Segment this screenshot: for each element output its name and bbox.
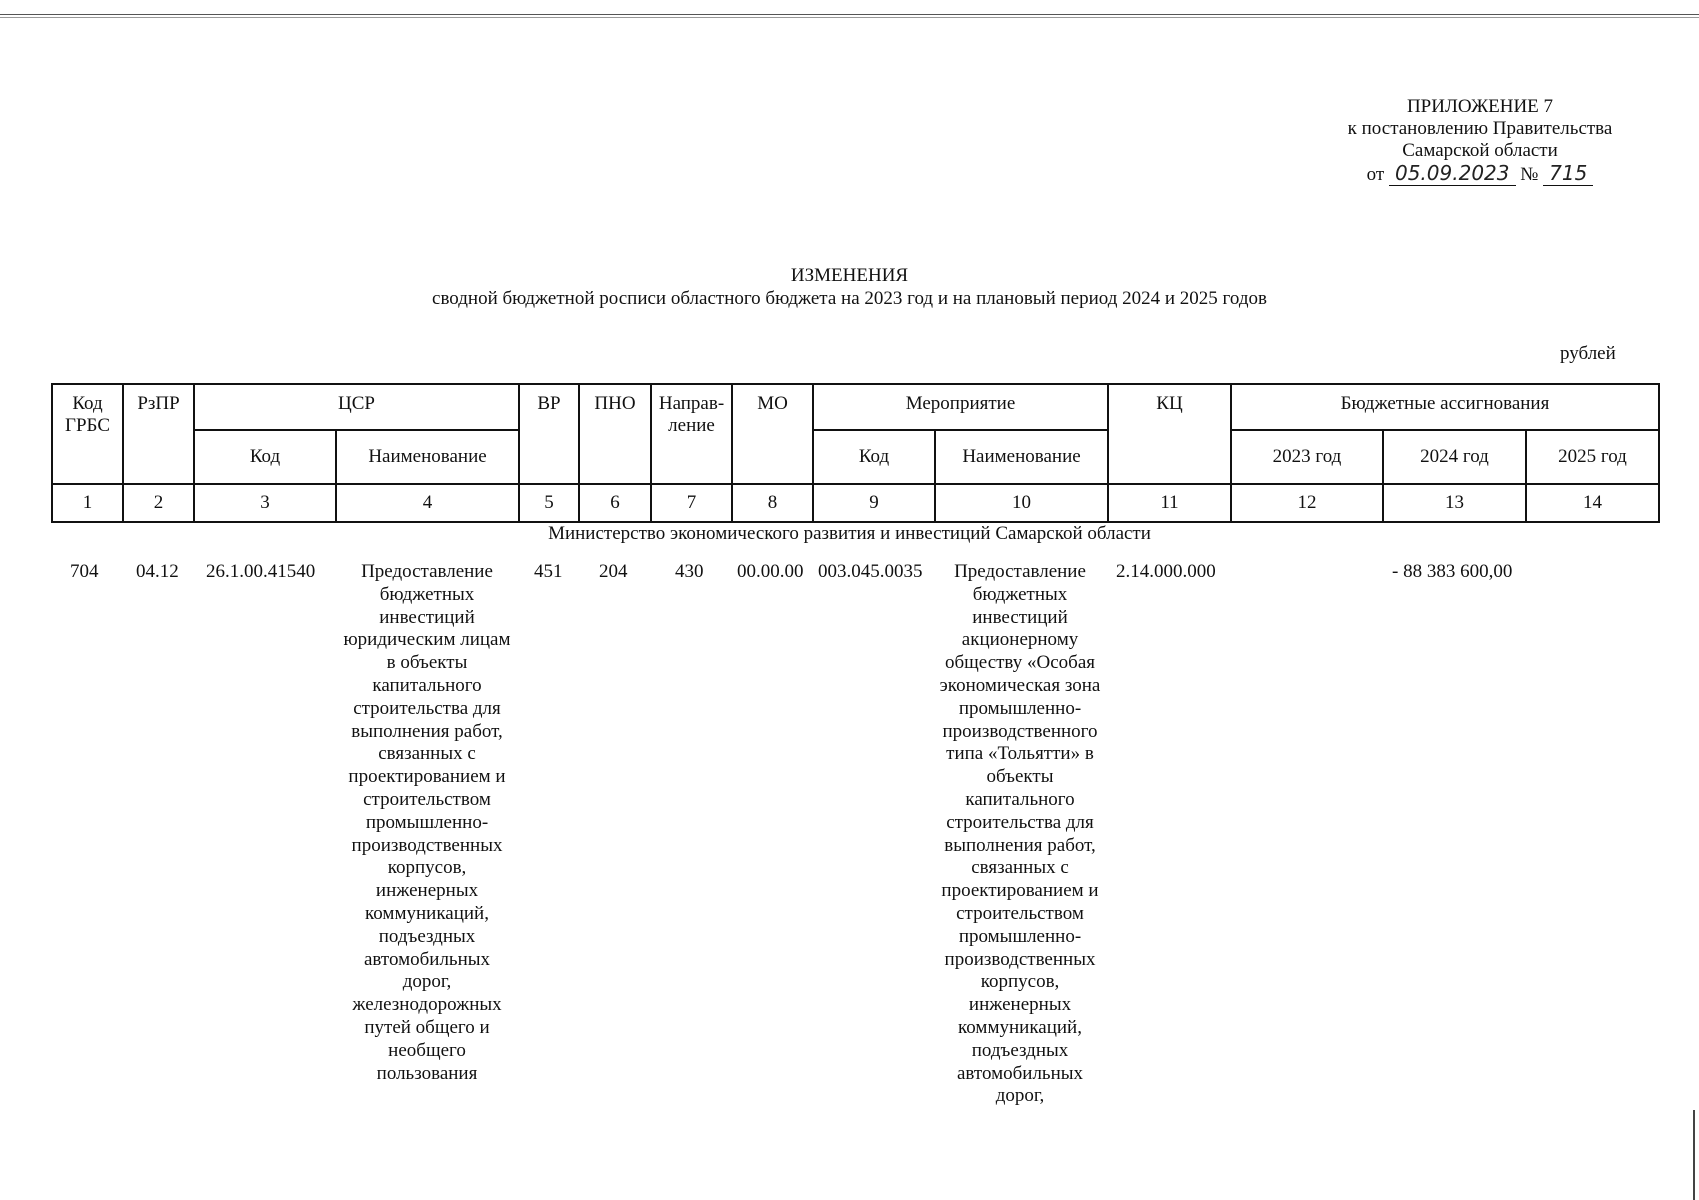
header-event-code: Код [813, 430, 935, 484]
document-title-block [0, 264, 1699, 310]
header-direction: Направ-ление [651, 384, 732, 484]
header-pno: ПНО [579, 384, 651, 484]
header-grbs: Код ГРБС [52, 384, 123, 484]
row-mo: 00.00.00 [737, 561, 804, 582]
header-allocations: Бюджетные ассигнования [1231, 384, 1659, 430]
column-number-row [52, 484, 1659, 522]
row-event-code: 003.045.0035 [818, 561, 923, 582]
row-amount-2024: - 88 383 600,00 [1392, 561, 1513, 582]
scan-border-right [1693, 1110, 1695, 1200]
row-csr-name: Предоставление бюджетных инвестиций юридическим лицам в объекты капитального строительства для выполнения работ, связанных с проектированием и строительством промышленно-производственных корпусов, инженерных коммуникаций, подъездных автомобильных дорог, железнодорожных путей общего и необщего пользования [343, 561, 511, 1084]
header-year-2024: 2024 год [1383, 430, 1526, 484]
column-number: 14 [1526, 484, 1659, 522]
column-number: 4 [336, 484, 519, 522]
header-row-1 [52, 384, 1659, 430]
header-event: Мероприятие [813, 384, 1108, 430]
header-csr-code: Код [194, 430, 336, 484]
row-rzpr: 04.12 [136, 561, 179, 582]
column-number: 10 [935, 484, 1108, 522]
header-csr: ЦСР [194, 384, 519, 430]
row-grbs: 704 [70, 561, 99, 582]
column-number: 12 [1231, 484, 1383, 522]
header-kc: КЦ [1108, 384, 1231, 484]
handwritten-number: 715 [1543, 161, 1593, 186]
column-number: 3 [194, 484, 336, 522]
column-number: 13 [1383, 484, 1526, 522]
header-csr-name: Наименование [336, 430, 519, 484]
units-label: рублей [1560, 343, 1616, 364]
scan-border-top [0, 14, 1699, 15]
header-year-2025: 2025 год [1526, 430, 1659, 484]
column-number: 8 [732, 484, 813, 522]
header-row-2 [52, 430, 1659, 484]
column-number: 2 [123, 484, 194, 522]
row-vr: 451 [534, 561, 563, 582]
from-label: от [1366, 164, 1385, 185]
scan-border-top-secondary [0, 17, 1699, 18]
column-number: 1 [52, 484, 123, 522]
header-year-2023: 2023 год [1231, 430, 1383, 484]
header-rzpr: РзПР [123, 384, 194, 484]
appendix-resolution: к постановлению Правительства [1347, 118, 1613, 139]
appendix-region: Самарской области [1402, 140, 1558, 161]
row-kc: 2.14.000.000 [1116, 561, 1216, 582]
column-number: 5 [519, 484, 579, 522]
header-vr: ВР [519, 384, 579, 484]
ministry-name: Министерство экономического развития и инвестиций Самарской области [548, 523, 1151, 544]
row-direction: 430 [675, 561, 704, 582]
appendix-date-number [1290, 162, 1670, 186]
header-event-name: Наименование [935, 430, 1108, 484]
document-subtitle: сводной бюджетной росписи областного бюджета на 2023 год и на плановый период 2024 и 2025 годов [432, 288, 1267, 309]
number-label: № [1520, 164, 1539, 185]
header-mo: МО [732, 384, 813, 484]
appendix-block [1290, 96, 1670, 186]
document-title: ИЗМЕНЕНИЯ [790, 265, 909, 286]
row-pno: 204 [599, 561, 628, 582]
column-number: 6 [579, 484, 651, 522]
row-csr-code: 26.1.00.41540 [206, 561, 316, 582]
handwritten-date: 05.09.2023 [1389, 161, 1516, 186]
row-event-name: Предоставление бюджетных инвестиций акционерному обществу «Особая экономическая зона промышленно-производственного типа «Тольятти» в объекты капитального строительства для выполнения работ, связанных с проектированием и строительством промышленно-производственных корпусов, инженерных коммуникаций, подъездных автомобильных дорог, [939, 561, 1101, 1107]
column-number: 9 [813, 484, 935, 522]
budget-table [51, 383, 1660, 523]
column-number: 7 [651, 484, 732, 522]
appendix-title: ПРИЛОЖЕНИЕ 7 [1406, 96, 1554, 117]
column-number: 11 [1108, 484, 1231, 522]
